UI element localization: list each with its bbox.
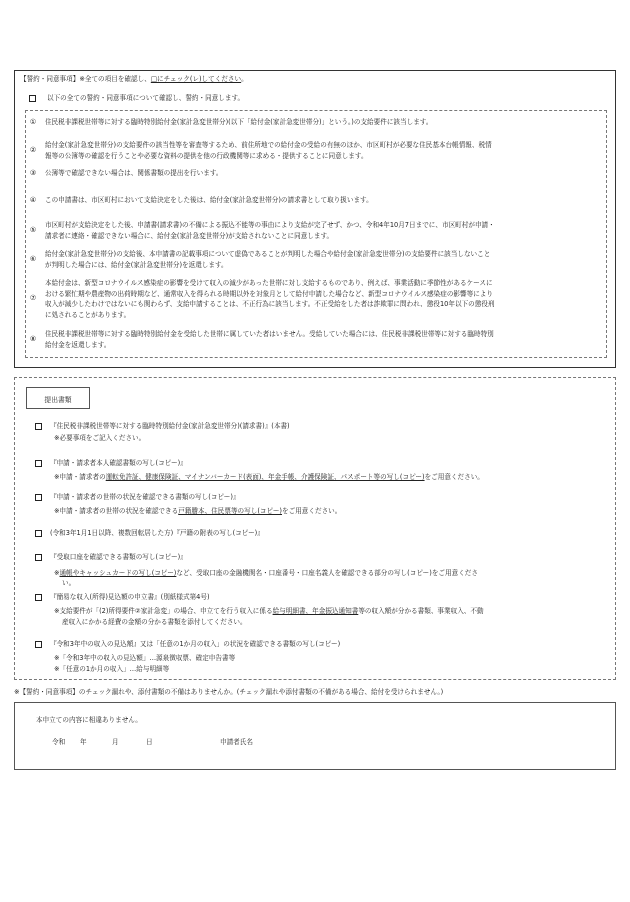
pledge-item-number: ⑧ xyxy=(29,335,37,343)
pledge-item-text: に処されることがあります。 xyxy=(45,310,131,319)
pledge-item-text: 住民税非課税世帯等に対する臨時特別給付金を受給した世帯に属していた者はいません。受給していた場合には、住民税非課税世帯等に対する臨時特別 xyxy=(45,330,494,338)
pledge-item-text: 本給付金は、新型コロナウイルス感染症の影響を受けて収入の減少があった世帯に対し支給するものであり、例えば、事業活動に季節性があるケースに xyxy=(45,279,493,287)
date-era: 令和 xyxy=(52,738,66,746)
doc1-note: ※必要事項をご記入ください。 xyxy=(54,434,146,442)
doc7-title: 『令和3年中の収入の見込額』又は「任意の1か月の収入」の状況を確認できる書類の写し(コピー) xyxy=(50,640,341,648)
doc3-note: ※申請・請求者の世帯の状況を確認できる戸籍謄本、住民票等の写し(コピー)をご用意ください。 xyxy=(54,507,342,515)
date-year-label: 年 xyxy=(80,738,87,746)
doc6-note: ※支給要件が「(2)所得要件②家計急変」の場合、申立てを行う収入に係る給与明細書、年金振込通知書等の収入額が分かる書類、事業収入、不動 xyxy=(54,607,484,615)
declaration-text: 本申立ての内容に相違ありません。 xyxy=(36,716,142,724)
pledge-item-number: ④ xyxy=(29,196,37,204)
agree-all-checkbox[interactable] xyxy=(29,95,36,102)
pledge-item-text: 報等の公簿等の確認を行うことや必要な資料の提供を他の行政機関等に求める・提供することに同意します。 xyxy=(45,151,368,160)
pledge-item-text: 給付金(家計急変世帯分)の支給要件の該当性等を審査等するため、前住所地での給付金の受給の有無のほか、市区町村が必要な住民基本台帳情報、税情 xyxy=(45,141,492,149)
pledge-item-text: 給付金を返還します。 xyxy=(45,340,111,349)
doc4-checkbox[interactable] xyxy=(35,530,42,537)
date-month-label: 月 xyxy=(112,738,119,746)
doc7-note2: ※「任意の1か月の収入」…給与明細等 xyxy=(54,665,170,673)
pledge-item-text: 市区町村が支給決定をした後、申請書(請求書)の不備による振込不能等の事由により支給が完了せず、かつ、令和4年10月7日までに、市区町村が申請・ xyxy=(45,221,495,229)
pledge-item-number: ② xyxy=(29,146,37,154)
doc2-title: 『申請・請求者本人確認書類の写し(コピー)』 xyxy=(50,459,187,467)
agree-all-label: 以下の全ての誓約・同意事項について確認し、誓約・同意します。 xyxy=(47,94,245,102)
doc5-note: ※通帳やキャッシュカードの写し(コピー)など、受取口座の金融機関名・口座番号・口座名義人を確認できる部分の写し(コピー)をご用意くださ xyxy=(54,569,478,577)
pledge-item-text: 住民税非課税世帯等に対する臨時特別給付金(家計急変世帯分)(以下「給付金(家計急変世帯分)」という。)の支給要件に該当します。 xyxy=(45,118,433,126)
pledge-item-text: 収入が減少したわけではないにも関わらず、支給申請することは、不正行為に該当します。不正受給をした者は詐欺罪に問われ、懲役10年以下の懲役刑 xyxy=(45,300,495,308)
doc2-note: ※申請・請求者の運転免許証、健康保険証、マイナンバーカード(表面)、年金手帳、介護保険証、パスポート等の写し(コピー)をご用意ください。 xyxy=(54,473,484,481)
pledge-item-number: ⑤ xyxy=(29,226,37,234)
doc7-note1: ※「令和3年中の収入の見込額」…源泉徴収票、確定申告書等 xyxy=(54,654,236,662)
doc5-title: 『受取口座を確認できる書類の写し(コピー)』 xyxy=(50,553,187,561)
doc5-checkbox[interactable] xyxy=(35,554,42,561)
pledge-item-text: が判明した場合には、給付金(家計急変世帯分)を返還します。 xyxy=(45,260,228,269)
pledge-item-text: 公簿等で確認できない場合は、関係書類の提出を行います。 xyxy=(45,169,223,177)
pledge-header: 【誓約・同意事項】※全ての項目を確認し、□にチェック(レ)してください。 xyxy=(20,75,248,83)
pledge-item-number: ③ xyxy=(29,169,37,177)
doc3-title: 『申請・請求者の世帯の状況を確認できる書類の写し(コピー)』 xyxy=(50,493,240,501)
documents-heading: 提出書類 xyxy=(26,387,90,409)
pledge-item-number: ⑥ xyxy=(29,255,37,263)
pledge-item-number: ① xyxy=(29,118,37,126)
date-day-label: 日 xyxy=(146,738,153,746)
doc6-note-cont: 産収入にかかる経費の金額の分かる書類を添付してください。 xyxy=(62,618,247,626)
doc6-checkbox[interactable] xyxy=(35,594,42,601)
doc2-checkbox[interactable] xyxy=(35,460,42,467)
signature-section xyxy=(14,702,616,770)
doc1-checkbox[interactable] xyxy=(35,423,42,430)
pledge-item-text: この申請書は、市区町村において支給決定をした後は、給付金(家計急変世帯分)の請求書として取り扱います。 xyxy=(45,196,373,204)
doc4-title: (令和3年1月1日以降、複数回転居した方)『戸籍の附表の写し(コピー)』 xyxy=(50,529,264,537)
pledge-item-number: ⑦ xyxy=(29,294,37,302)
pledge-item-text: 請求者に連絡・確認できない場合に、給付金(家計急変世帯分)が支給されないことに同意します。 xyxy=(45,231,334,240)
doc7-checkbox[interactable] xyxy=(35,641,42,648)
check-reminder: ※【誓約・同意事項】のチェック漏れや、添付書類の不備はありませんか。(チェック漏れや添付書類の不備がある場合、給付を受けられません。) xyxy=(14,688,444,696)
pledge-item-text: おける繁忙期や農産物の出荷時期など、通常収入を得られる時期以外を対象月として給付申請した場合など、新型コロナウイルス感染症の影響等により xyxy=(45,289,493,298)
doc1-title: 『住民税非課税世帯等に対する臨時特別給付金(家計急変世帯分)(請求書)』(本書) xyxy=(50,422,290,430)
doc5-note-cont: い。 xyxy=(62,579,76,587)
pledge-item-text: 給付金(家計急変世帯分)の支給後、本申請書の記載事項について虚偽であることが判明した場合や給付金(家計急変世帯分)の支給要件に該当しないこと xyxy=(45,250,491,258)
doc6-title: 『簡易な収入(所得)見込額の申立書』(別紙様式第4号) xyxy=(50,593,210,601)
applicant-name-label: 申請者氏名 xyxy=(220,738,253,746)
doc3-checkbox[interactable] xyxy=(35,494,42,501)
